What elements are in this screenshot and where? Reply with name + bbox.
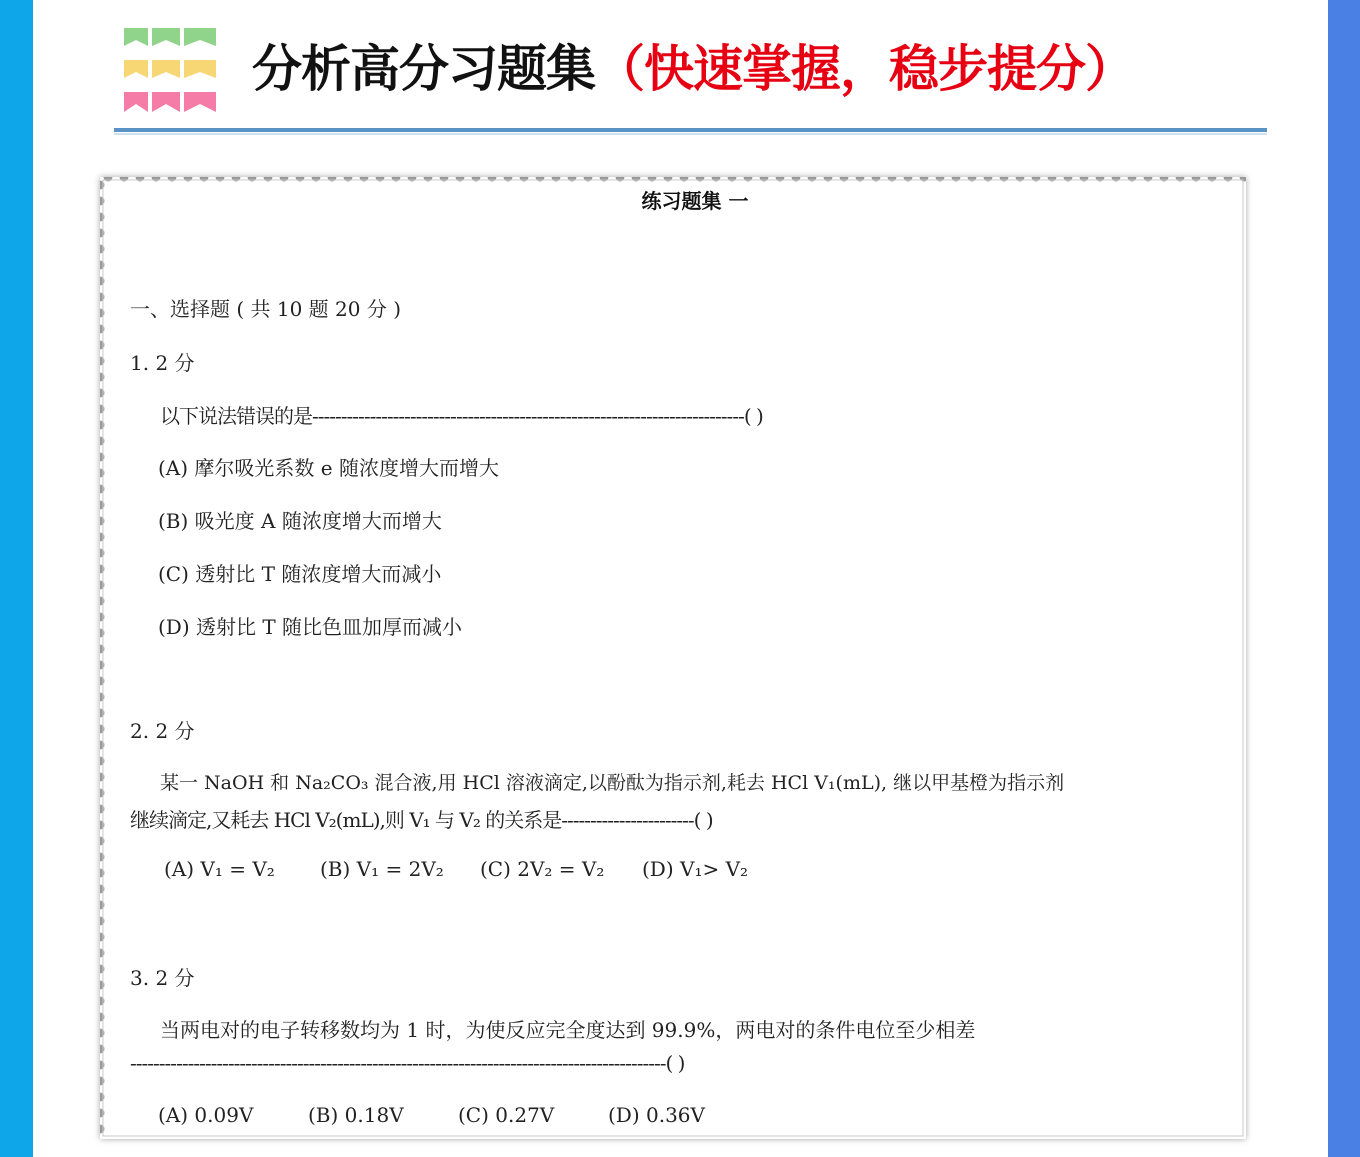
question-1-option-c: (C) 透射比 T 随浓度增大而减小 (158, 562, 442, 586)
title-underline (114, 128, 1267, 132)
worksheet-title: 练习题集 一 (641, 189, 749, 213)
question-1-option-b: (B) 吸光度 A 随浓度增大而增大 (158, 509, 442, 533)
question-3-option-b: (B) 0.18V (308, 1103, 404, 1127)
question-2-stem-line-1: 某一 NaOH 和 Na₂CO₃ 混合液,用 HCl 溶液滴定,以酚酞为指示剂,耗去 HCl V₁(mL), 继以甲基橙为指示剂 (160, 772, 1065, 794)
question-2-option-d: (D) V₁> V₂ (642, 857, 749, 881)
worksheet-card (100, 177, 1246, 1139)
question-2-option-a: (A) V₁ = V₂ (164, 857, 275, 881)
question-3-option-c: (C) 0.27V (458, 1103, 555, 1127)
question-1-option-a: (A) 摩尔吸光系数 e 随浓度增大而增大 (158, 456, 499, 480)
page-title (252, 34, 1134, 104)
question-2-option-b: (B) V₁ = 2V₂ (320, 857, 444, 881)
question-3-option-d: (D) 0.36V (608, 1103, 705, 1127)
question-2-stem-line-2: 继续滴定,又耗去 HCl V₂(mL),则 V₁ 与 V₂ 的关系是-----------------------( ) (130, 808, 713, 832)
question-3-stem-line-2: ---------------------------------------------------------------------------------------------( ) (130, 1051, 685, 1075)
question-2-option-c: (C) 2V₂ = V₂ (480, 857, 605, 881)
question-1-number: 1. 2 分 (130, 351, 195, 375)
question-3-number: 3. 2 分 (130, 966, 195, 990)
question-1-stem: 以下说法错误的是---------------------------------------------------------------------------( ) (160, 404, 763, 428)
title-underline-shadow (114, 133, 1267, 135)
section-heading: 一、选择题 ( 共 10 题 20 分 ) (130, 297, 402, 321)
title-subtitle: （快速掌握，稳步提分） (595, 40, 1134, 98)
question-3-option-a: (A) 0.09V (158, 1103, 254, 1127)
question-1-option-d: (D) 透射比 T 随比色皿加厚而减小 (158, 615, 463, 639)
question-3-stem-line-1: 当两电对的电子转移数均为 1 时，为使反应完全度达到 99.9%，两电对的条件电位至少相差 (160, 1018, 976, 1042)
title-main: 分析高分习题集 (252, 40, 595, 98)
left-accent-bar (0, 0, 33, 1157)
right-accent-bar (1328, 0, 1360, 1157)
question-2-number: 2. 2 分 (130, 719, 195, 743)
bunting-flags-icon (122, 24, 218, 120)
